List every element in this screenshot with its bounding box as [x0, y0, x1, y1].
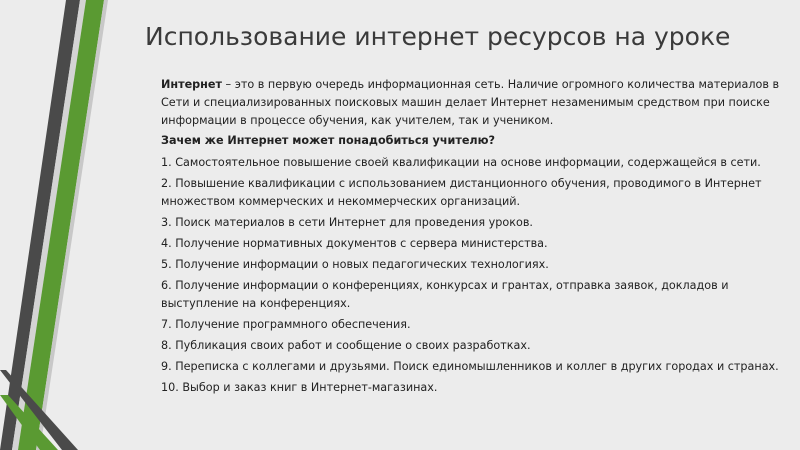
list-item: 5. Получение информации о новых педагогических технологиях.	[161, 258, 549, 271]
list-item: 2. Повышение квалификации с использованием дистанционного обучения, проводимого в Интернет множеством коммерческих и некоммерческих организаций.	[161, 177, 762, 208]
list-item: 9. Переписка с коллегами и друзьями. Поиск единомышленников и коллег в других городах и странах.	[161, 360, 779, 373]
intro-paragraph	[161, 76, 783, 130]
list-item: 4. Получение нормативных документов с сервера министерства.	[161, 237, 548, 250]
question-heading: Зачем же Интернет может понадобиться учителю?	[161, 134, 495, 147]
list-item: 8. Публикация своих работ и сообщение о своих разработках.	[161, 339, 531, 352]
list-item: 3. Поиск материалов в сети Интернет для проведения уроков.	[161, 216, 533, 229]
slide-title: Использование интернет ресурсов на уроке	[145, 22, 731, 51]
slide-body	[161, 76, 783, 400]
decorative-stripes	[0, 0, 140, 450]
list-item: 1. Самостоятельное повышение своей квалификации на основе информации, содержащейся в сети.	[161, 156, 761, 169]
intro-text: – это в первую очередь информационная сеть. Наличие огромного количества материалов в Сети и специализированных поисковых машин делает Интернет незаменимым средством при поиске информации в процессе обучения, как учителем, так и учеником.	[161, 78, 780, 127]
list-item: 10. Выбор и заказ книг в Интернет-магазинах.	[161, 381, 438, 394]
list-item: 6. Получение информации о конференциях, конкурсах и грантах, отправка заявок, докладов и выступление на конференциях.	[161, 279, 729, 310]
list-item: 7. Получение программного обеспечения.	[161, 318, 411, 331]
intro-term: Интернет	[161, 78, 222, 91]
